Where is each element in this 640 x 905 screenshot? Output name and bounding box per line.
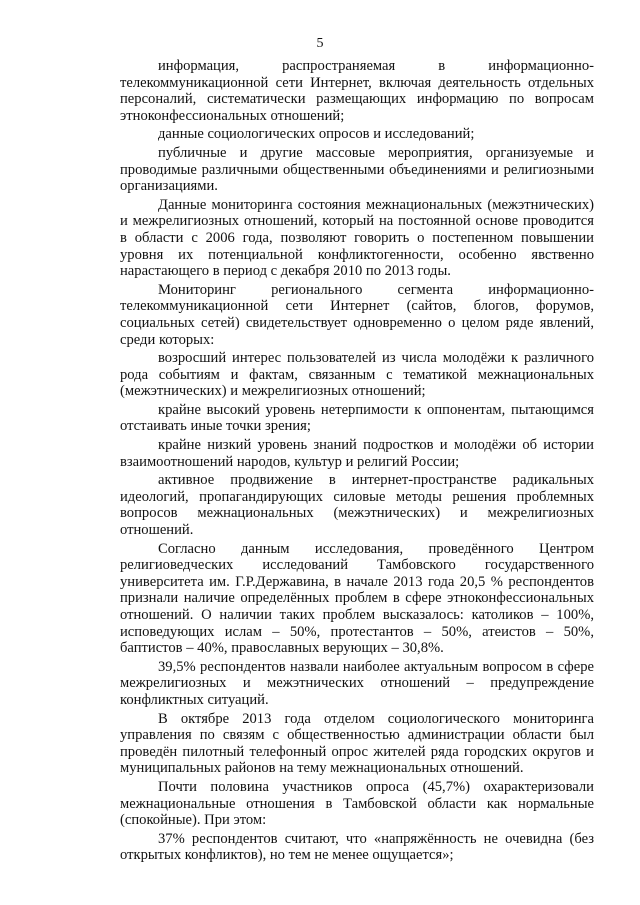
paragraph-internet-monitoring: Мониторинг регионального сегмента информационно-телекоммуникационной сети Интернет (сайтов, блогов, форумов, социальных сетей) свидетельствует одновременно о целом ряде явлений, среди которых: (120, 281, 594, 348)
paragraph-intolerance: крайне высокий уровень нетерпимости к оппонентам, пытающимся отстаивать иные точки зрения; (120, 401, 594, 435)
paragraph-internet-information: информация, распространяемая в информационно-телекоммуникационной сети Интернет, включая деятельность отдельных персоналий, систематически размещающих информацию по вопросам этноконфессиональных отношений; (120, 58, 594, 124)
document-body (120, 58, 594, 866)
paragraph-university-study: Согласно данным исследования, проведённого Центром религиоведческих исследований Тамбовского государственного университета им. Г.Р.Державина, в начале 2013 года 20,5 % респондентов признали наличие определённых проблем в сфере этноконфессиональных отношений. О наличии таких проблем высказалось: католиков – 100%, исповедующих ислам – 50%, протестантов – 50%, атеистов – 50%, баптистов – 40%, православных верующих – 30,8%. (120, 540, 594, 657)
paragraph-public-events: публичные и другие массовые мероприятия, организуемые и проводимые различными общественными объединениями и религиозными организациями. (120, 144, 594, 195)
paragraph-latent-tension: 37% респондентов считают, что «напряжённость не очевидна (без открытых конфликтов), но тем не менее ощущается»; (120, 830, 594, 864)
paragraph-conflict-prevention: 39,5% респондентов назвали наиболее актуальным вопросом в сфере межрелигиозных и межэтнических отношений – предупреждение конфликтных ситуаций. (120, 658, 594, 708)
paragraph-sociological-data: данные социологических опросов и исследований; (158, 126, 475, 143)
paragraph-normal-relations: Почти половина участников опроса (45,7%) охарактеризовали межнациональные отношения в Тамбовской области как нормальные (спокойные). При этом: (120, 778, 594, 829)
paragraph-youth-interest: возросший интерес пользователей из числа молодёжи к различного рода событиям и фактам, связанным с тематикой межнациональных (межэтнических) и межрелигиозных отношений; (120, 350, 594, 400)
page-number: 5 (316, 36, 324, 51)
paragraph-telephone-survey: В октябре 2013 года отделом социологического мониторинга управления по связям с общественностью администрации области был проведён пилотный телефонный опрос жителей ряда городских округов и муниципальных районов на тему межнациональных отношений. (120, 710, 594, 777)
paragraph-monitoring-data: Данные мониторинга состояния межнациональных (межэтнических) и межрелигиозных отношений, который на постоянной основе проводится в области с 2006 года, позволяют говорить о постепенном повышении уровня их потенциальной конфликтогенности, особенно явственно нарастающего в период с декабря 2010 по 2013 годы. (120, 196, 594, 280)
paragraph-radical-ideologies: активное продвижение в интернет-пространстве радикальных идеологий, пропагандирующих силовые методы решения проблемных вопросов межнациональных (межэтнических) и межрелигиозных отношений. (120, 472, 594, 539)
paragraph-knowledge-level: крайне низкий уровень знаний подростков и молодёжи об истории взаимоотношений народов, культур и религий России; (120, 437, 594, 470)
